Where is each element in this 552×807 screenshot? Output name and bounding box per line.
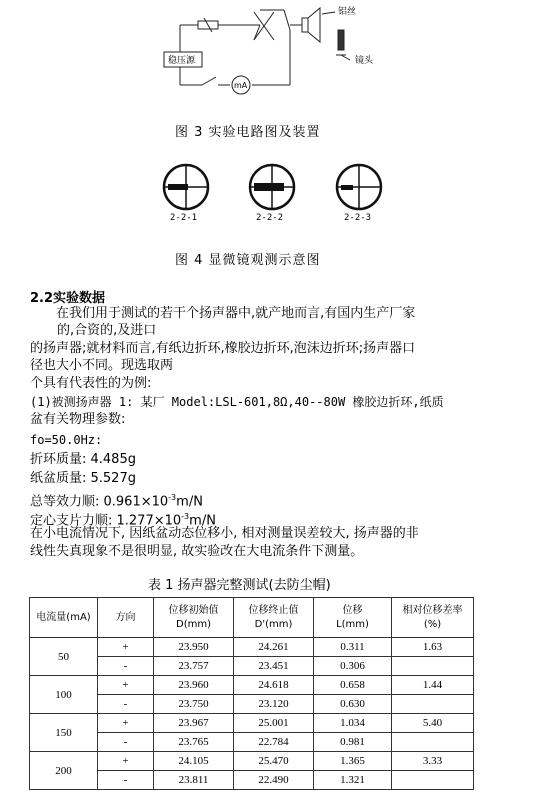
cell-direction: - [98,657,154,676]
cell-current: 50 [30,638,98,676]
table-row [30,752,474,771]
cell-current: 200 [30,752,98,790]
cell-end: 23.451 [234,657,314,676]
cell-start: 23.950 [154,638,234,657]
cell-direction: - [98,695,154,714]
cell-end: 22.490 [234,771,314,790]
cell-end: 24.618 [234,676,314,695]
cell-relative-diff [392,695,474,714]
cell-relative-diff: 5.40 [392,714,474,733]
cell-end: 25.001 [234,714,314,733]
circuit-diagram [150,0,390,95]
header-relative-diff: 相对位移差率 (%) [392,598,474,638]
cell-direction: + [98,752,154,771]
header-start: 位移初始值 D(mm) [154,598,234,638]
cell-start: 23.967 [154,714,234,733]
param-fo: fo=50.0Hz: [30,433,103,447]
table-title: 表 1 扬声器完整测试(去防尘帽) [148,578,331,593]
cell-relative-diff [392,771,474,790]
table-row [30,676,474,695]
table-row [30,638,474,657]
power-supply-label: 稳压源 [168,56,196,66]
cell-displacement: 0.311 [314,638,392,657]
cell-start: 23.765 [154,733,234,752]
table-row [30,714,474,733]
cell-current: 100 [30,676,98,714]
param-total-compliance: 总等效力顺: $0.961\times 10^{-3}m/N$ [30,493,203,510]
cell-current: 150 [30,714,98,752]
param-cone-mass: 纸盆质量: 5.527g [30,471,136,486]
milliammeter-label: mA [234,81,248,90]
cell-displacement: 0.306 [314,657,392,676]
cell-direction: + [98,638,154,657]
cell-start: 23.757 [154,657,234,676]
paragraph-line: 在小电流情况下, 因纸盆动态位移小, 相对测量误差较大, 扬声器的非 [30,526,419,541]
paragraph-line: 的,合资的,及进口 [57,323,157,338]
table-header-row [30,598,474,638]
scope-view-3 [335,163,383,211]
cell-direction: + [98,714,154,733]
cell-end: 24.261 [234,638,314,657]
cell-direction: - [98,733,154,752]
cell-displacement: 0.658 [314,676,392,695]
paragraph-line: 盆有关物理参数: [30,412,126,427]
scope-label-3: 2-2-3 [344,213,372,223]
cell-displacement: 0.981 [314,733,392,752]
cell-relative-diff: 3.33 [392,752,474,771]
cell-end: 23.120 [234,695,314,714]
measurement-table [29,597,474,790]
cell-relative-diff [392,733,474,752]
header-end: 位移终止值 D'(mm) [234,598,314,638]
paragraph-line: 的扬声器;就材料而言,有纸边折环,橡胶边折环,泡沫边折环;扬声器口 [30,341,416,356]
cell-displacement: 0.630 [314,695,392,714]
figure-3-caption: 图 3 实验电路图及装置 [175,125,321,140]
paragraph-line: (1)被测扬声器 1: 某厂 Model:LSL-601,8Ω,40--80W 橡胶边折环,纸质 [30,395,444,409]
scope-view-2 [248,163,296,211]
cell-displacement: 1.365 [314,752,392,771]
header-current: 电流量(mA) [30,598,98,638]
cell-relative-diff [392,657,474,676]
paragraph-line: 个具有代表性的为例: [30,376,152,391]
header-direction: 方向 [98,598,154,638]
param-ring-mass: 折环质量: 4.485g [30,452,136,467]
scope-view-1 [162,163,210,211]
cell-start: 23.750 [154,695,234,714]
cell-end: 22.784 [234,733,314,752]
aluminum-wire-label: 铝丝 [338,7,357,17]
cell-direction: - [98,771,154,790]
scope-label-2: 2-2-2 [256,213,284,223]
cell-displacement: 1.321 [314,771,392,790]
cell-relative-diff: 1.44 [392,676,474,695]
section-title: 2.2实验数据 [30,291,106,306]
cell-start: 24.105 [154,752,234,771]
cell-start: 23.960 [154,676,234,695]
cell-relative-diff: 1.63 [392,638,474,657]
scope-label-1: 2-2-1 [170,213,198,223]
paragraph-line: 在我们用于测试的若干个扬声器中,就产地而言,有国内生产厂家 [30,306,416,321]
cell-start: 23.811 [154,771,234,790]
param-center-compliance: 定心支片力顺: $1.277\times 10^{-3}m/N$ [30,512,216,529]
lens-label: 镜头 [355,56,374,66]
paragraph-line: 线性失真现象不是很明显, 故实验改在大电流条件下测量。 [30,544,364,559]
cell-end: 25.470 [234,752,314,771]
cell-direction: + [98,676,154,695]
cell-displacement: 1.034 [314,714,392,733]
header-displacement: 位移 L(mm) [314,598,392,638]
paragraph-line: 径也大小不同。现选取两 [30,358,174,373]
figure-4-caption: 图 4 显微镜观测示意图 [175,253,321,268]
